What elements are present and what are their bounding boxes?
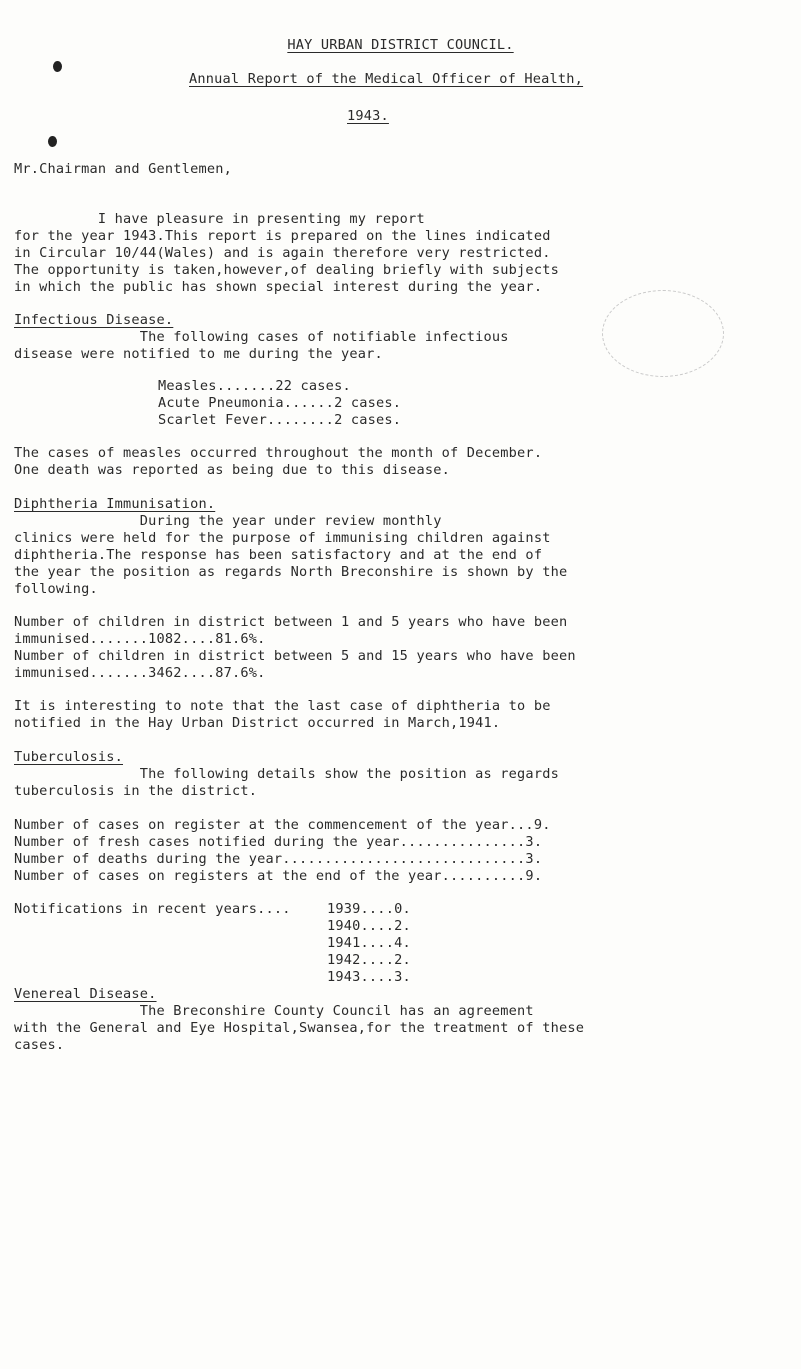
intro-line: I have pleasure in presenting my report — [14, 211, 425, 227]
section-heading: Tuberculosis. — [14, 749, 123, 765]
diphtheria-stat: immunised.......1082....81.6%. — [14, 631, 266, 647]
diphtheria-stat: Number of children in district between 5 and 15 years who have been — [14, 648, 576, 664]
report-year: 1943. — [347, 108, 389, 124]
intro-line: in which the public has shown special interest during the year. — [14, 279, 543, 295]
infectious-note: The cases of measles occurred throughout the month of December. — [14, 445, 543, 461]
diphtheria-note: It is interesting to note that the last case of diphtheria to be — [14, 698, 551, 714]
council-name: HAY URBAN DISTRICT COUNCIL. — [287, 37, 514, 53]
punch-hole-mark — [48, 136, 57, 147]
diphtheria-line: diphtheria.The response has been satisfactory and at the end of — [14, 547, 543, 563]
diphtheria-line: the year the position as regards North Breconshire is shown by the — [14, 564, 568, 580]
venereal-line: cases. — [14, 1037, 65, 1053]
diphtheria-line: following. — [14, 581, 98, 597]
diphtheria-stat: Number of children in district between 1 and 5 years who have been — [14, 614, 568, 630]
venereal-line: The Breconshire County Council has an agreement — [14, 1003, 534, 1019]
paper-mark — [602, 290, 724, 377]
notification-year: 1939....0. — [327, 901, 411, 917]
infectious-line: The following cases of notifiable infectious — [14, 329, 509, 345]
report-title: Annual Report of the Medical Officer of Health, — [189, 71, 584, 87]
case-count: Measles.......22 cases. — [158, 378, 351, 394]
notifications-label: Notifications in recent years.... — [14, 901, 291, 917]
punch-hole-mark — [53, 61, 62, 72]
section-heading: Diphtheria Immunisation. — [14, 496, 216, 512]
notification-year: 1943....3. — [327, 969, 411, 985]
tuberculosis-stat: Number of cases on registers at the end of the year..........9. — [14, 868, 543, 884]
tuberculosis-line: tuberculosis in the district. — [14, 783, 258, 799]
venereal-line: with the General and Eye Hospital,Swansea,for the treatment of these — [14, 1020, 585, 1036]
tuberculosis-line: The following details show the position as regards — [14, 766, 559, 782]
section-heading: Infectious Disease. — [14, 312, 174, 328]
tuberculosis-stat: Number of cases on register at the commencement of the year...9. — [14, 817, 551, 833]
intro-line: The opportunity is taken,however,of dealing briefly with subjects — [14, 262, 559, 278]
notification-year: 1940....2. — [327, 918, 411, 934]
infectious-line: disease were notified to me during the year. — [14, 346, 383, 362]
diphtheria-line: During the year under review monthly — [14, 513, 442, 529]
infectious-note: One death was reported as being due to this disease. — [14, 462, 450, 478]
case-count: Acute Pneumonia......2 cases. — [158, 395, 402, 411]
intro-line: for the year 1943.This report is prepared on the lines indicated — [14, 228, 551, 244]
tuberculosis-stat: Number of fresh cases notified during the year...............3. — [14, 834, 543, 850]
notification-year: 1941....4. — [327, 935, 411, 951]
case-count: Scarlet Fever........2 cases. — [158, 412, 402, 428]
notification-year: 1942....2. — [327, 952, 411, 968]
tuberculosis-stat: Number of deaths during the year.............................3. — [14, 851, 543, 867]
diphtheria-note: notified in the Hay Urban District occurred in March,1941. — [14, 715, 501, 731]
diphtheria-line: clinics were held for the purpose of immunising children against — [14, 530, 551, 546]
salutation: Mr.Chairman and Gentlemen, — [14, 161, 232, 177]
section-heading: Venereal Disease. — [14, 986, 157, 1002]
diphtheria-stat: immunised.......3462....87.6%. — [14, 665, 266, 681]
intro-line: in Circular 10/44(Wales) and is again therefore very restricted. — [14, 245, 551, 261]
